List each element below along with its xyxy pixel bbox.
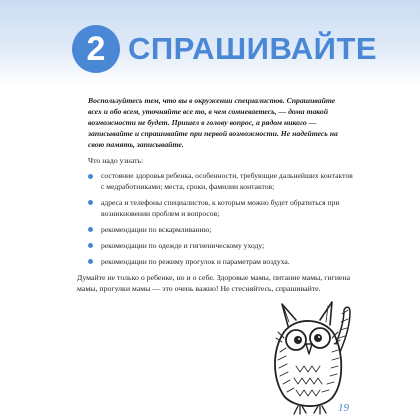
list-item-text: рекомендации по вскармливанию;	[101, 224, 212, 234]
list-item	[88, 198, 356, 220]
list-item-text: рекомендации по одежде и гигиеническому уходу;	[101, 240, 265, 250]
list-item	[88, 241, 356, 252]
list-item-text: рекомендации по режиму прогулок и параметрам воздуха.	[101, 256, 290, 266]
intro-paragraph: Воспользуйтесь тем, что вы в окружении специалистов. Спрашивайте всех и обо всем, уточняйте все то, в чем сомневаетесь, — дома такой возможности не будет. Пришел в голову вопрос, а рядом никого — записывайте и спрашивайте при первой возможности. Не надейтесь на свою память, записывайте.	[88, 96, 338, 149]
list-heading: Что надо узнать:	[88, 156, 144, 165]
bullet-dot-icon	[88, 259, 93, 264]
page-number: 19	[338, 402, 349, 414]
bullet-dot-icon	[88, 243, 93, 248]
checklist	[88, 171, 356, 273]
list-item	[88, 257, 356, 268]
bullet-dot-icon	[88, 200, 93, 205]
chapter-number-badge: 2	[72, 25, 120, 73]
list-item	[88, 171, 356, 193]
bullet-dot-icon	[88, 227, 93, 232]
list-item-text: адреса и телефоны специалистов, к которым можно будет обратиться при возникновении проблем и вопросов;	[101, 197, 340, 218]
list-item	[88, 225, 356, 236]
owl-illustration	[262, 292, 362, 417]
closing-paragraph: Думайте не только о ребенке, но и о себе. Здоровые мамы, питание мамы, гигиена мамы, прогулки мамы — это очень важно! Не стесняйтесь, спрашивайте.	[77, 273, 351, 293]
chapter-title: СПРАШИВАЙТЕ	[128, 31, 378, 66]
bullet-dot-icon	[88, 174, 93, 179]
chapter-header	[72, 22, 378, 76]
list-item-text: состояние здоровья ребенка, особенности, требующие дальнейших контактов с медработниками; места, сроки, фамилии контактов;	[101, 171, 353, 191]
